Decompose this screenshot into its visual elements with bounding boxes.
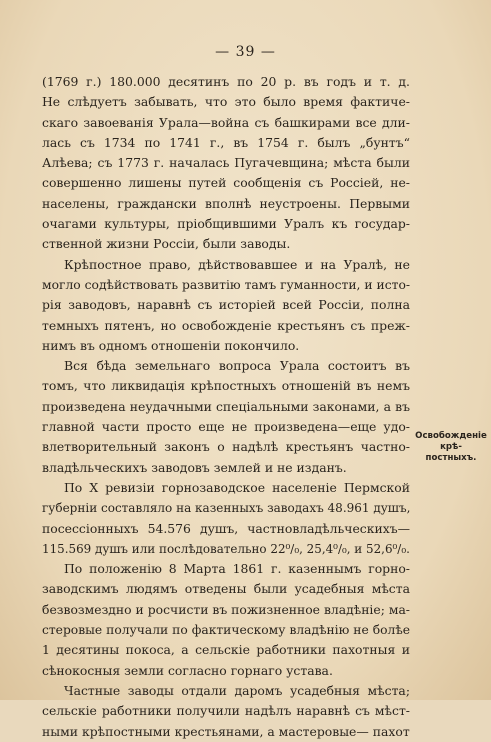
paragraph	[42, 681, 410, 742]
text-line: могло содѣйствовать развитію тамъ гуманности, и исто-	[42, 277, 411, 292]
text-line: влетворительный законъ о надѣлѣ крестьянъ частно-	[42, 439, 410, 455]
paragraph	[42, 478, 410, 559]
text-line: По положенію 8 Марта 1861 г. казеннымъ горно-	[64, 561, 410, 577]
page-number: — 39 —	[215, 44, 276, 60]
text-line: Крѣпостное право, дѣйствовавшее и на Уралѣ, не	[64, 256, 410, 272]
text-line: сельскіе работники получили надѣлъ наравнѣ съ мѣст-	[42, 703, 410, 719]
text-line: ственной жизни Россіи, были заводы.	[42, 236, 291, 252]
text-line: посессіонныхъ 54.576 душъ, частновладѣльческихъ—	[42, 520, 410, 536]
text-line: 1 десятины покоса, а сельскіе работники пахотныя и	[42, 642, 410, 658]
text-line: владѣльческихъ заводовъ землей и не изданъ.	[42, 459, 347, 475]
margin-note	[414, 431, 488, 464]
text-line: лась съ 1734 по 1741 г., въ 1754 г. былъ „бунтъ“	[42, 134, 410, 150]
text-line: По Х ревизіи горнозаводское населеніе Пермской	[64, 479, 410, 495]
text-line: стеровые получали по фактическому владѣнію не болѣе	[42, 623, 410, 638]
margin-note-line: постныхъ.	[425, 453, 477, 463]
text-line: безвозмездно и росчисти въ пожизненное владѣніе; ма-	[42, 602, 410, 617]
paragraph	[42, 356, 410, 478]
margin-note-line: Освобожденіе крѣ-	[415, 431, 487, 452]
text-line: произведена неудачными спеціальными законами, а въ	[42, 398, 410, 414]
text-line: рія заводовъ, наравнѣ съ исторіей всей Россіи, полна	[42, 297, 410, 313]
text-line: Алѣева; съ 1773 г. началась Пугачевщина; мѣста были	[42, 155, 410, 171]
text-line: (1769 г.) 180.000 десятинъ по 20 р. въ годъ и т. д.	[42, 74, 410, 89]
text-line: томъ, что ликвидація крѣпостныхъ отношеній въ немъ	[42, 378, 410, 394]
text-line: скаго завоеванія Урала—война съ башкирами все дли-	[42, 114, 410, 130]
text-line: Вся бѣда земельнаго вопроса Урала состоитъ въ	[64, 358, 410, 374]
text-line: губерніи составляло на казенныхъ заводахъ 48.961 душъ,	[42, 501, 411, 516]
text-line: совершенно лишены путей сообщенія съ Россіей, не-	[42, 175, 410, 191]
text-line: населены, граждански вполнѣ неустроены. Первыми	[42, 195, 410, 211]
body-text	[42, 72, 410, 742]
text-line: Не слѣдуетъ забывать, что это было время фактиче-	[42, 94, 410, 110]
text-line: темныхъ пятенъ, но освобожденіе крестьянъ съ преж-	[42, 317, 410, 333]
text-line: ными крѣпостными крестьянами, а мастеровые— пахот	[42, 723, 410, 739]
text-line: сѣнокосныя земли согласно горнаго устава.	[42, 662, 333, 678]
text-line: главной части просто еще не произведена—еще удо-	[42, 419, 410, 435]
paragraph	[42, 255, 410, 356]
text-line: Частные заводы отдали даромъ усадебныя мѣста;	[64, 682, 410, 698]
text-line: заводскимъ людямъ отведены были усадебныя мѣста	[42, 581, 410, 597]
text-line: очагами культуры, пріобщившими Уралъ къ государ-	[42, 216, 410, 232]
paragraph	[42, 559, 410, 681]
text-line: 115.569 душъ или послѣдовательно 22⁰/₀, 25,4⁰/₀, и 52,6⁰/₀.	[42, 541, 410, 556]
text-line: нимъ въ одномъ отношеніи покончило.	[42, 337, 300, 353]
paragraph	[42, 72, 410, 255]
